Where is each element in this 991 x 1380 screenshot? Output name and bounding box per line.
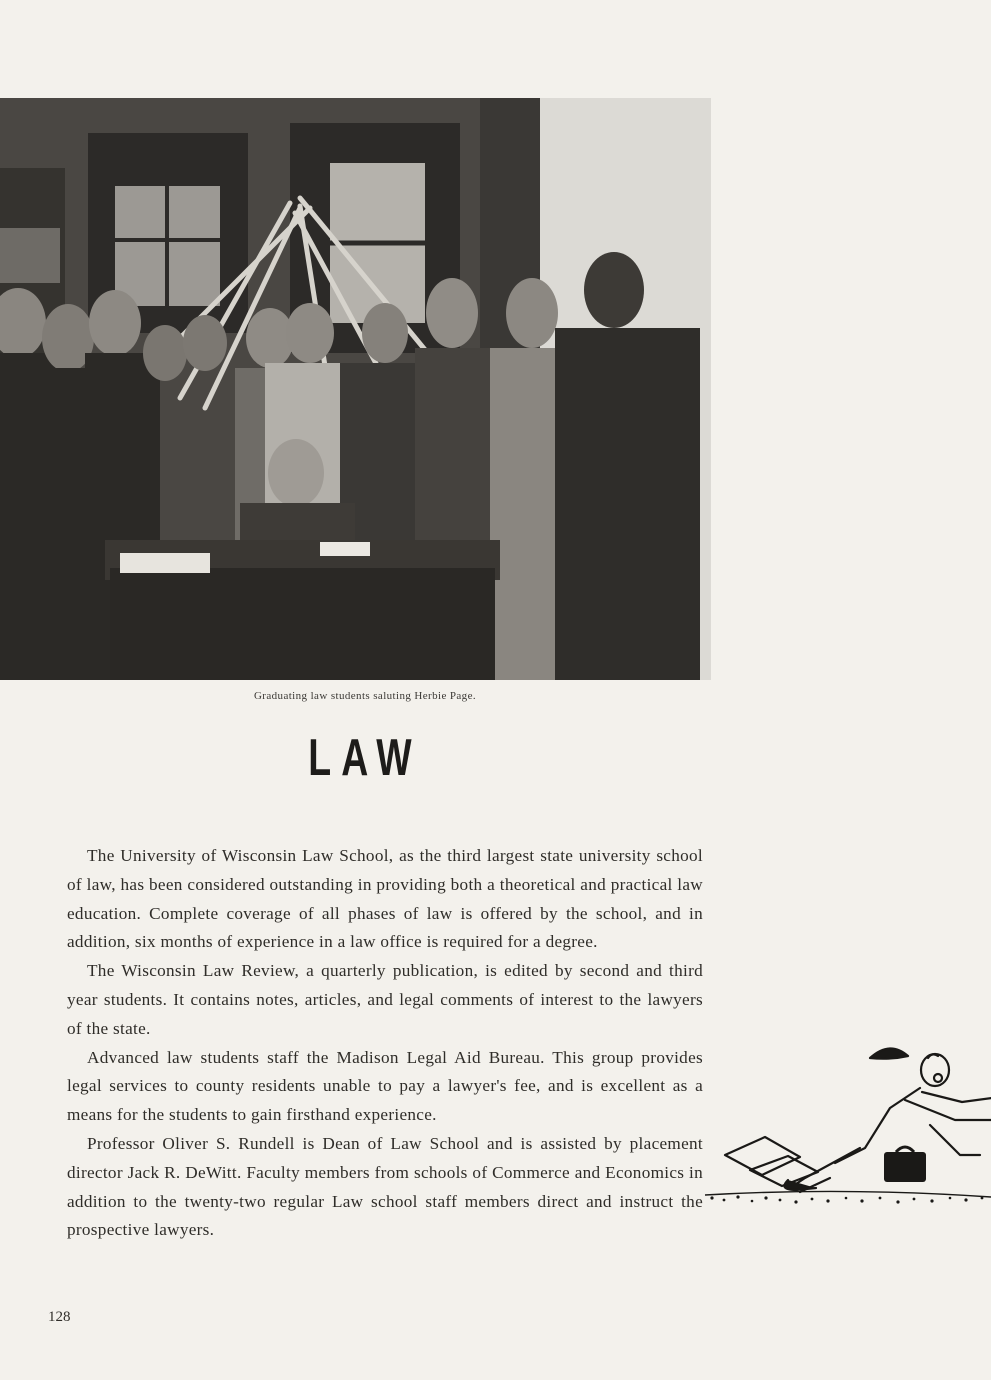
running-lawyer-cartoon bbox=[700, 1030, 991, 1220]
law-students-photo bbox=[0, 98, 711, 680]
paragraph: Advanced law students staff the Madison Legal Aid Bureau. This group provides legal services to county residents unable to pay a lawyer's fee, and is excellent as a means for the students to gain firsthand experience. bbox=[67, 1047, 703, 1125]
page-title: LAW bbox=[308, 729, 422, 787]
paragraph: The University of Wisconsin Law School, as the third largest state university school of law, has been considered outstanding in providing both a theoretical and practical law education. Complete coverage of all phases of law is offered by the school, and in addition, six months of experience in a law office is required for a degree. bbox=[67, 846, 703, 952]
article-body bbox=[67, 842, 703, 1245]
paragraph: The Wisconsin Law Review, a quarterly publication, is edited by second and third year students. It contains notes, articles, and legal comments of interest to the lawyers of the state. bbox=[67, 961, 703, 1038]
photo-caption: Graduating law students saluting Herbie Page. bbox=[253, 690, 477, 702]
paragraph: Professor Oliver S. Rundell is Dean of Law School and is assisted by placement director Jack R. DeWitt. Faculty members from schools of Commerce and Economics in addition to the twenty-two regular Law school staff members direct and instruct the prospective lawyers. bbox=[67, 1133, 703, 1240]
page-number: 128 bbox=[48, 1309, 71, 1325]
